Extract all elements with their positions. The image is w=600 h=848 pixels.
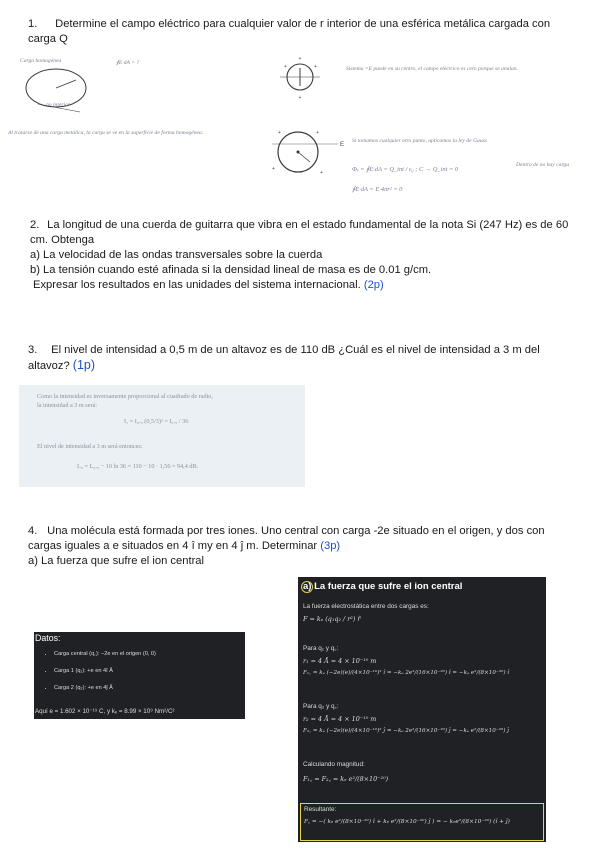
datos-item: • Carga 1 (q₁): +e en 4î Å (54, 667, 254, 675)
datos-title: Datos: (35, 633, 61, 643)
note-left: Al tratarse de una carga metálica, la carga se ve en la superficie de forma homogénea. (8, 130, 204, 136)
solution-p1-force: F₁꜀ = kₑ (−2e)(e)/(4×10⁻¹⁰)² î = −kₑ 2e²/(16×10⁻²⁰) î = −kₑ e²/(8×10⁻²⁰) î (303, 670, 510, 676)
question-4 (28, 524, 576, 569)
photo-line-3: El nivel de intensidad a 3 m será entonces: (37, 443, 143, 450)
solution-p2-r: r₂ = 4 Å = 4 × 10⁻¹⁰ m (303, 715, 377, 723)
svg-text:+: + (298, 95, 302, 101)
question-4-points: (3p) (320, 540, 341, 552)
solution-title: a) La fuerza que sufre el ion central (303, 581, 463, 592)
q3-solution-photo (19, 385, 305, 487)
datos-panel (34, 632, 245, 719)
question-1-text: Determine el campo eléctrico para cualquier valor de r interior de una esférica metálica cargada con carga Q (28, 18, 551, 45)
svg-text:+: + (320, 170, 323, 176)
photo-equation-1: I₁ = I₀.₅ (0,5/3)² = I₀.₅ / 36 (124, 418, 189, 425)
solution-law: F = kₑ (q₁q₂ / r²) r̂ (303, 615, 361, 623)
note-equation-comment: Dentro de no hay carga (516, 162, 570, 168)
question-4-part-a: a) La fuerza que sufre el ion central (28, 555, 204, 567)
field-diagram-1 (276, 52, 324, 102)
question-2-text: La longitud de una cuerda de guitarra que vibra en el estado fundamental de la nota Si (247 Hz) es de 60 cm. Obtenga (30, 219, 569, 246)
question-2-part-a: a) La velocidad de las ondas transversales sobre la cuerda (30, 249, 323, 261)
datos-footer: Aquí e = 1.602 × 10⁻¹⁹ C, y kₑ = 8.99 × 10⁹ Nm²/C² (35, 708, 175, 715)
solution-p1-r: r₁ = 4 Å = 4 × 10⁻¹⁰ m (303, 657, 377, 665)
solution-intro: La fuerza electrostática entre dos cargas es: (303, 603, 429, 610)
datos-list (40, 650, 254, 702)
question-4-text: Una molécula está formada por tres iones. Uno central con carga -2e situado en el origen, y dos con cargas iguales a e situados en 4 î my en 4 ĵ m. Determinar (28, 525, 545, 552)
note-equation-2: ∮E·dA = E·4πr² = 0 (352, 186, 403, 193)
question-2-number: 2. (30, 219, 40, 231)
solution-p2-force: F₂꜀ = kₑ (−2e)(e)/(4×10⁻¹⁰)² ĵ = −kₑ 2e²/(16×10⁻²⁰) ĵ = −kₑ e²/(8×10⁻²⁰) ĵ (303, 728, 509, 734)
solution-panel (298, 577, 546, 842)
note-charge-label: Carga homogénea (20, 58, 62, 64)
resultant-box (300, 803, 544, 841)
question-3-number: 3. (28, 344, 38, 356)
svg-text:+: + (316, 130, 319, 136)
question-3-text: El nivel de intensidad a 0,5 m de un altavoz es de 110 dB ¿Cuál es el nivel de intensidad a 3 m del altavoz? (28, 344, 540, 372)
question-2-part-b: b) La tensión cuando esté afinada si la densidad lineal de masa es de 0.01 g/cm. (30, 264, 432, 276)
datos-item: • Carga central (q꜀): −2e en el origen (0, 0) (54, 650, 254, 658)
svg-text:+: + (272, 166, 275, 172)
question-2-tail: Expresar los resultados en las unidades del sistema internacional. (33, 279, 361, 291)
svg-text:E: E (340, 142, 345, 148)
q1-handwritten-notes (6, 52, 594, 210)
question-2-points: (2p) (363, 279, 384, 291)
photo-line-1: Como la intensidad es inversamente proporcional al cuadrado de radio, (37, 393, 213, 400)
solution-magnitude: F₁꜀ = F₂꜀ = kₑ e²/(8×10⁻²⁰) (303, 775, 389, 783)
note-right-1: Sistema =E puede en su centro, el campo eléctrico es cero porque se anulan. (346, 66, 519, 72)
photo-line-2: la intensidad a 3 m será: (37, 402, 97, 409)
solution-p1-head: Para q₁ y q꜀: (303, 645, 339, 652)
question-2 (30, 218, 576, 293)
question-3-points: (1p) (72, 358, 96, 372)
note-right-2: Si tomamos cualquier otro punto, aplicamos la ley de Gauss (352, 138, 487, 144)
svg-text:+: + (284, 64, 287, 70)
solution-p2-head: Para q₂ y q꜀: (303, 703, 339, 710)
question-3 (28, 343, 576, 374)
field-diagram-2 (266, 124, 346, 180)
svg-text:+: + (298, 56, 302, 62)
note-exterior-label: no interior (46, 102, 71, 108)
note-equation-1: Φₑ = ∮E·dA = Q_int / ε₀ ; C → Q_int = 0 (352, 166, 459, 173)
question-4-number: 4. (28, 525, 38, 537)
solution-magnitude-head: Calculando magnitud: (303, 761, 365, 768)
solution-resultant: F꜀ = −( kₑ e²/(8×10⁻²⁰) î + kₑ e²/(8×10⁻²⁰) ĵ ) = − kₑe²/(8×10⁻²⁰) (î + ĵ) (304, 819, 510, 825)
solution-resultant-head: Resultante: (304, 806, 337, 813)
photo-equation-2: L₃ = L₀.₅ − 10 ln 36 = 110 − 10 · 1,56 = 94,4 dB. (77, 463, 199, 470)
svg-text:+: + (314, 64, 317, 70)
datos-item: • Carga 2 (q₂): +e en 4ĵ Å (54, 684, 254, 692)
svg-text:+: + (278, 130, 281, 136)
question-1-number: 1. (28, 18, 38, 30)
note-equation-label: ∮E·dA = ? (116, 60, 140, 66)
question-1 (28, 17, 576, 47)
